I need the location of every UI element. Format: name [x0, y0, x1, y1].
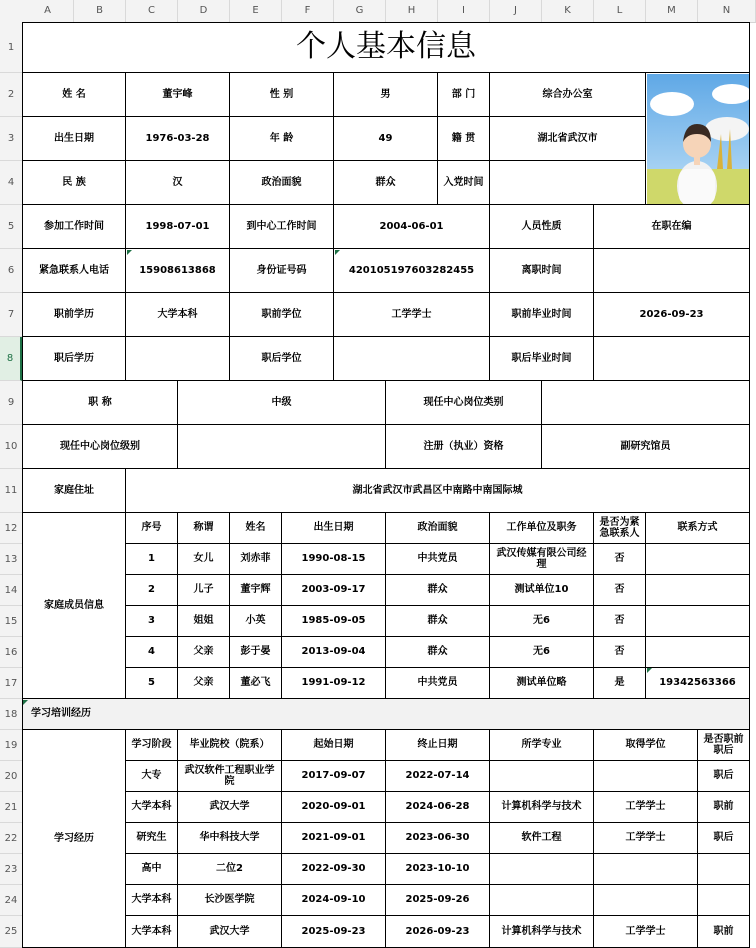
study-cell[interactable]: 大学本科 — [126, 792, 178, 823]
comment-marker — [335, 250, 340, 255]
family-header-cell[interactable]: 工作单位及职务 — [490, 513, 594, 544]
study-cell[interactable]: 2020-09-01 — [282, 792, 386, 823]
family-cell[interactable]: 中共党员 — [386, 544, 490, 575]
column-header-bar — [0, 0, 756, 23]
column-header-N[interactable]: N — [698, 0, 756, 22]
family-cell[interactable]: 否 — [594, 637, 646, 668]
family-cell[interactable]: 中共党员 — [386, 668, 490, 699]
row-header-25[interactable]: 25 — [0, 916, 22, 948]
study-cell[interactable]: 2022-09-30 — [282, 854, 386, 885]
column-header-A[interactable]: A — [22, 0, 74, 22]
address-value[interactable]: 湖北省武汉市武昌区中南路中南国际城 — [126, 469, 750, 513]
column-header-G[interactable]: G — [334, 0, 386, 22]
study-header-cell[interactable]: 取得学位 — [594, 730, 698, 761]
family-header-cell[interactable]: 姓名 — [230, 513, 282, 544]
study-cell[interactable]: 高中 — [126, 854, 178, 885]
column-header-J[interactable]: J — [490, 0, 542, 22]
study-cell[interactable]: 2017-09-07 — [282, 761, 386, 792]
pre-degree-value[interactable]: 工学学士 — [334, 293, 490, 337]
family-cell[interactable]: 群众 — [386, 575, 490, 606]
post-edu-label[interactable]: 职后学历 — [22, 337, 126, 381]
study-cell[interactable]: 2022-07-14 — [386, 761, 490, 792]
column-header-C[interactable]: C — [126, 0, 178, 22]
family-cell[interactable]: 4 — [126, 637, 178, 668]
row-header-3[interactable]: 3 — [0, 117, 22, 161]
family-header-cell[interactable]: 序号 — [126, 513, 178, 544]
party-date-label[interactable]: 入党时间 — [438, 161, 490, 205]
column-header-B[interactable]: B — [74, 0, 126, 22]
row-header-15[interactable]: 15 — [0, 606, 22, 637]
study-cell[interactable]: 工学学士 — [594, 916, 698, 948]
family-header-cell[interactable]: 政治面貌 — [386, 513, 490, 544]
family-cell[interactable]: 群众 — [386, 637, 490, 668]
row-header-4[interactable]: 4 — [0, 161, 22, 205]
political-label[interactable]: 政治面貌 — [230, 161, 334, 205]
study-cell[interactable] — [698, 854, 750, 885]
family-header-cell[interactable]: 联系方式 — [646, 513, 750, 544]
study-cell[interactable]: 武汉大学 — [178, 792, 282, 823]
study-cell[interactable]: 武汉大学 — [178, 916, 282, 948]
row-header-17[interactable]: 17 — [0, 668, 22, 699]
family-cell[interactable] — [646, 544, 750, 575]
row-header-11[interactable]: 11 — [0, 469, 22, 513]
row-header-1[interactable]: 1 — [0, 22, 22, 73]
cert-label[interactable]: 注册（执业）资格 — [386, 425, 542, 469]
post-type-label[interactable]: 现任中心岗位类别 — [386, 381, 542, 425]
center-date-value[interactable]: 2004-06-01 — [334, 205, 490, 249]
study-cell[interactable]: 职前 — [698, 792, 750, 823]
pre-grad-label[interactable]: 职前毕业时间 — [490, 293, 594, 337]
family-cell[interactable] — [646, 637, 750, 668]
column-header-F[interactable]: F — [282, 0, 334, 22]
pre-edu-value[interactable]: 大学本科 — [126, 293, 230, 337]
family-label[interactable]: 家庭成员信息 — [22, 513, 126, 699]
family-cell[interactable] — [646, 606, 750, 637]
study-cell[interactable] — [698, 885, 750, 916]
id-label[interactable]: 身份证号码 — [230, 249, 334, 293]
column-header-I[interactable]: I — [438, 0, 490, 22]
study-header-cell[interactable]: 学习阶段 — [126, 730, 178, 761]
native-value[interactable]: 湖北省武汉市 — [490, 117, 646, 161]
column-header-K[interactable]: K — [542, 0, 594, 22]
family-cell[interactable]: 2013-09-04 — [282, 637, 386, 668]
family-cell[interactable]: 女儿 — [178, 544, 230, 575]
study-cell[interactable]: 工学学士 — [594, 823, 698, 854]
leave-value[interactable] — [594, 249, 750, 293]
study-cell[interactable]: 2023-06-30 — [386, 823, 490, 854]
cert-value[interactable]: 副研究馆员 — [542, 425, 750, 469]
study-cell[interactable]: 大学本科 — [126, 916, 178, 948]
row-header-12[interactable]: 12 — [0, 513, 22, 544]
study-cell[interactable]: 2024-09-10 — [282, 885, 386, 916]
study-cell[interactable]: 工学学士 — [594, 792, 698, 823]
form-title[interactable]: 个人基本信息 — [22, 22, 750, 73]
emergency-value[interactable]: 15908613868 — [126, 249, 230, 293]
row-header-5[interactable]: 5 — [0, 205, 22, 249]
family-cell[interactable]: 董必飞 — [230, 668, 282, 699]
row-header-10[interactable]: 10 — [0, 425, 22, 469]
study-header-cell[interactable]: 终止日期 — [386, 730, 490, 761]
column-header-D[interactable]: D — [178, 0, 230, 22]
gender-value[interactable]: 男 — [334, 73, 438, 117]
family-cell[interactable]: 父亲 — [178, 668, 230, 699]
native-label[interactable]: 籍 贯 — [438, 117, 490, 161]
study-cell[interactable]: 软件工程 — [490, 823, 594, 854]
family-cell[interactable]: 2003-09-17 — [282, 575, 386, 606]
family-cell[interactable]: 儿子 — [178, 575, 230, 606]
post-level-value[interactable] — [178, 425, 386, 469]
post-degree-label[interactable]: 职后学位 — [230, 337, 334, 381]
address-label[interactable]: 家庭住址 — [22, 469, 126, 513]
family-cell[interactable]: 测试单位略 — [490, 668, 594, 699]
study-label[interactable]: 学习经历 — [22, 730, 126, 948]
row-header-16[interactable]: 16 — [0, 637, 22, 668]
family-cell[interactable]: 姐姐 — [178, 606, 230, 637]
family-cell[interactable]: 否 — [594, 544, 646, 575]
family-cell[interactable]: 5 — [126, 668, 178, 699]
family-cell[interactable]: 彭于晏 — [230, 637, 282, 668]
political-value[interactable]: 群众 — [334, 161, 438, 205]
study-cell[interactable]: 2024-06-28 — [386, 792, 490, 823]
study-cell[interactable]: 大学本科 — [126, 885, 178, 916]
ethnic-label[interactable]: 民 族 — [22, 161, 126, 205]
row-header-9[interactable]: 9 — [0, 381, 22, 425]
family-cell[interactable]: 小英 — [230, 606, 282, 637]
family-cell[interactable]: 1990-08-15 — [282, 544, 386, 575]
study-cell[interactable]: 职后 — [698, 823, 750, 854]
portrait-photo-icon — [647, 74, 749, 204]
dept-value[interactable]: 综合办公室 — [490, 73, 646, 117]
study-cell[interactable]: 2025-09-26 — [386, 885, 490, 916]
title-label[interactable]: 职 称 — [22, 381, 178, 425]
post-grad-label[interactable]: 职后毕业时间 — [490, 337, 594, 381]
study-cell[interactable] — [594, 761, 698, 792]
study-cell[interactable] — [490, 854, 594, 885]
family-cell[interactable]: 1985-09-05 — [282, 606, 386, 637]
family-cell[interactable]: 董宇辉 — [230, 575, 282, 606]
family-cell[interactable]: 无6 — [490, 637, 594, 668]
study-header-cell[interactable]: 毕业院校（院系） — [178, 730, 282, 761]
row-header-18[interactable]: 18 — [0, 699, 22, 730]
row-header-19[interactable]: 19 — [0, 730, 22, 761]
study-cell[interactable]: 职后 — [698, 761, 750, 792]
training-section-header[interactable]: 学习培训经历 — [22, 699, 750, 730]
study-header-cell[interactable]: 是否职前职后 — [698, 730, 750, 761]
family-cell[interactable]: 19342563366 — [646, 668, 750, 699]
family-cell[interactable]: 2 — [126, 575, 178, 606]
study-cell[interactable] — [490, 761, 594, 792]
comment-marker — [127, 250, 132, 255]
row-header-8[interactable]: 8 — [0, 337, 22, 381]
family-cell[interactable]: 群众 — [386, 606, 490, 637]
family-cell[interactable]: 1991-09-12 — [282, 668, 386, 699]
family-cell[interactable]: 无6 — [490, 606, 594, 637]
family-cell[interactable]: 否 — [594, 606, 646, 637]
study-cell[interactable] — [490, 885, 594, 916]
family-cell[interactable]: 武汉传媒有限公司经理 — [490, 544, 594, 575]
family-cell[interactable]: 父亲 — [178, 637, 230, 668]
study-cell[interactable]: 计算机科学与技术 — [490, 916, 594, 948]
row-header-13[interactable]: 13 — [0, 544, 22, 575]
row-header-21[interactable]: 21 — [0, 792, 22, 823]
birth-label[interactable]: 出生日期 — [22, 117, 126, 161]
study-header-cell[interactable]: 所学专业 — [490, 730, 594, 761]
post-grad-value[interactable] — [594, 337, 750, 381]
id-value[interactable]: 420105197603282455 — [334, 249, 490, 293]
study-cell[interactable]: 职前 — [698, 916, 750, 948]
staff-type-value[interactable]: 在职在编 — [594, 205, 750, 249]
study-cell[interactable] — [594, 854, 698, 885]
study-cell[interactable]: 大专 — [126, 761, 178, 792]
row-header-bar — [0, 22, 23, 948]
family-cell[interactable]: 否 — [594, 575, 646, 606]
age-label[interactable]: 年 龄 — [230, 117, 334, 161]
age-value[interactable]: 49 — [334, 117, 438, 161]
family-cell[interactable]: 1 — [126, 544, 178, 575]
center-date-label[interactable]: 到中心工作时间 — [230, 205, 334, 249]
row-header-20[interactable]: 20 — [0, 761, 22, 792]
family-cell[interactable]: 测试单位10 — [490, 575, 594, 606]
column-header-L[interactable]: L — [594, 0, 646, 22]
column-header-H[interactable]: H — [386, 0, 438, 22]
post-type-value[interactable] — [542, 381, 750, 425]
gender-label[interactable]: 性 别 — [230, 73, 334, 117]
party-date-value[interactable] — [490, 161, 646, 205]
family-header-cell[interactable]: 是否为紧急联系人 — [594, 513, 646, 544]
leave-label[interactable]: 离职时间 — [490, 249, 594, 293]
row-header-22[interactable]: 22 — [0, 823, 22, 854]
spreadsheet-grid — [22, 22, 756, 948]
row-header-23[interactable]: 23 — [0, 854, 22, 885]
family-cell[interactable]: 刘赤菲 — [230, 544, 282, 575]
portrait-photo[interactable] — [646, 73, 750, 205]
study-cell[interactable]: 2026-09-23 — [386, 916, 490, 948]
study-cell[interactable]: 2021-09-01 — [282, 823, 386, 854]
family-cell[interactable]: 是 — [594, 668, 646, 699]
name-label[interactable]: 姓 名 — [22, 73, 126, 117]
post-level-label[interactable]: 现任中心岗位级别 — [22, 425, 178, 469]
pre-degree-label[interactable]: 职前学位 — [230, 293, 334, 337]
study-cell[interactable]: 研究生 — [126, 823, 178, 854]
work-start-label[interactable]: 参加工作时间 — [22, 205, 126, 249]
study-cell[interactable]: 华中科技大学 — [178, 823, 282, 854]
family-header-cell[interactable]: 出生日期 — [282, 513, 386, 544]
row-header-7[interactable]: 7 — [0, 293, 22, 337]
row-header-14[interactable]: 14 — [0, 575, 22, 606]
title-value[interactable]: 中级 — [178, 381, 386, 425]
study-cell[interactable]: 2023-10-10 — [386, 854, 490, 885]
study-cell[interactable] — [594, 885, 698, 916]
birth-value[interactable]: 1976-03-28 — [126, 117, 230, 161]
study-cell[interactable]: 长沙医学院 — [178, 885, 282, 916]
row-header-24[interactable]: 24 — [0, 885, 22, 916]
family-cell[interactable]: 3 — [126, 606, 178, 637]
column-header-M[interactable]: M — [646, 0, 698, 22]
ethnic-value[interactable]: 汉 — [126, 161, 230, 205]
pre-grad-value[interactable]: 2026-09-23 — [594, 293, 750, 337]
row-header-2[interactable]: 2 — [0, 73, 22, 117]
work-start-value[interactable]: 1998-07-01 — [126, 205, 230, 249]
column-header-E[interactable]: E — [230, 0, 282, 22]
study-cell[interactable]: 武汉软件工程职业学院 — [178, 761, 282, 792]
post-edu-value[interactable] — [126, 337, 230, 381]
comment-marker — [23, 700, 28, 705]
study-cell[interactable]: 计算机科学与技术 — [490, 792, 594, 823]
dept-label[interactable]: 部 门 — [438, 73, 490, 117]
study-cell[interactable]: 二位2 — [178, 854, 282, 885]
study-header-cell[interactable]: 起始日期 — [282, 730, 386, 761]
staff-type-label[interactable]: 人员性质 — [490, 205, 594, 249]
family-cell[interactable] — [646, 575, 750, 606]
pre-edu-label[interactable]: 职前学历 — [22, 293, 126, 337]
emergency-label[interactable]: 紧急联系人电话 — [22, 249, 126, 293]
family-header-cell[interactable]: 称谓 — [178, 513, 230, 544]
study-cell[interactable]: 2025-09-23 — [282, 916, 386, 948]
name-value[interactable]: 董宇峰 — [126, 73, 230, 117]
row-header-6[interactable]: 6 — [0, 249, 22, 293]
post-degree-value[interactable] — [334, 337, 490, 381]
